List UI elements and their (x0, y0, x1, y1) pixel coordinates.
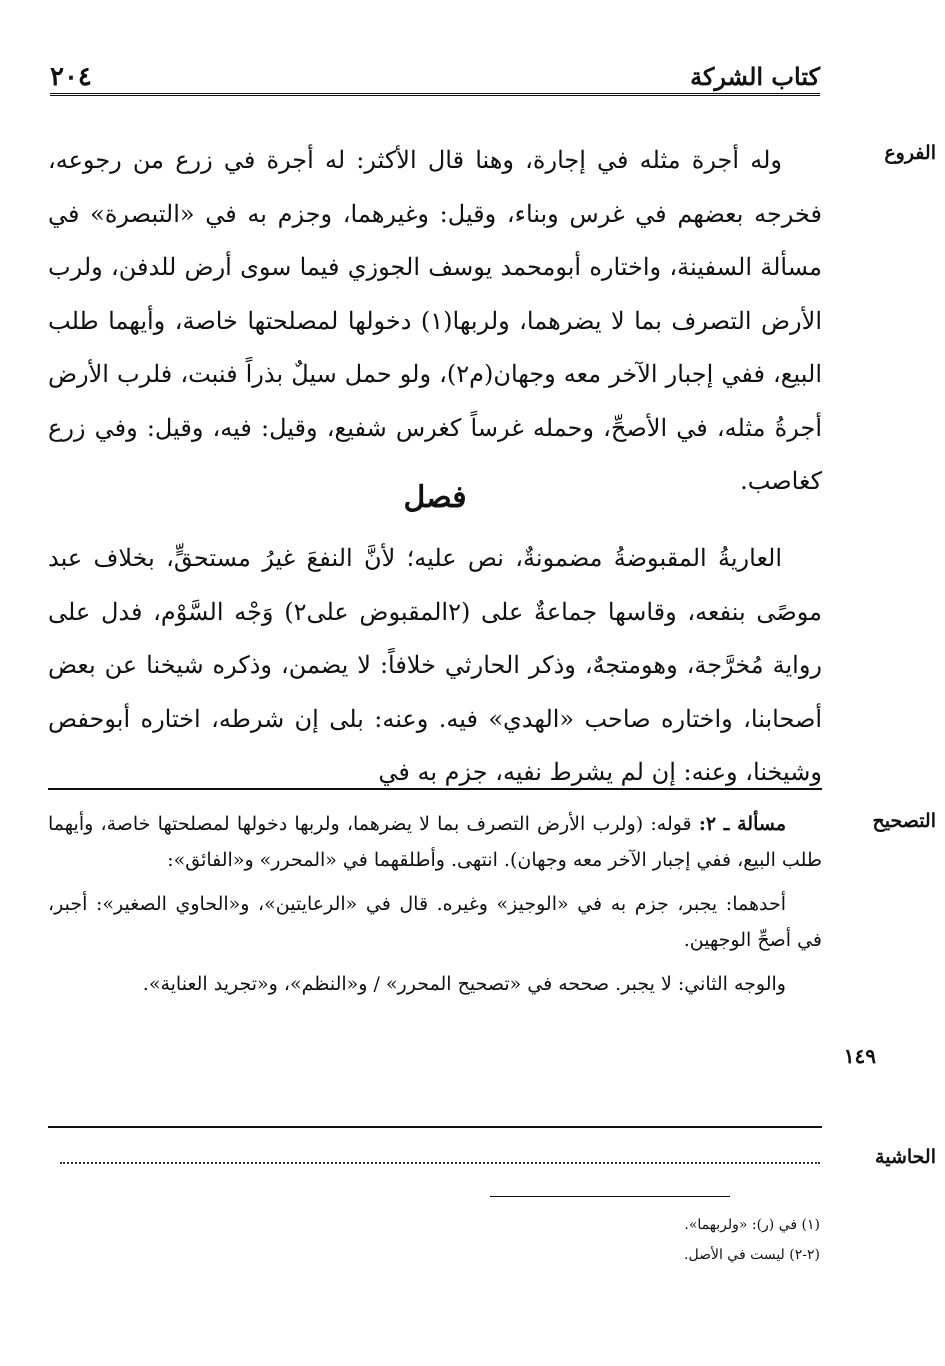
hashiya-dotted-line (60, 1162, 820, 1164)
margin-label-furu: الفروع (884, 142, 936, 164)
tashih-second: والوجه الثاني: لا يجبر. صححه في «تصحيح المحرر» / و«النظم»، و«تجريد العناية». (142, 973, 786, 995)
margin-label-tashih: التصحيح (872, 810, 936, 832)
tashih-text (48, 806, 822, 1010)
footnote-rule (490, 1196, 730, 1197)
folio-number: ١٤٩ (843, 1044, 876, 1068)
paragraph-1: وله أجرة مثله في إجارة، وهنا قال الأكثر: له أجرة في زرع من رجوعه، فخرجه بعضهم في غرس وبناء، وقيل: وغيرهما، وجزم به في «التبصرة» في مسألة السفينة، واختاره أبومحمد يوسف الجوزي فيما سوى أرض للدفن، ولرب الأرض التصرف بما لا يضرهما، ولربها(١) دخولها لمصلحتها خاصة، وأيهما طلب البيع، ففي إجبار الآخر معه وجهان(م٢)، ولو حمل سيلٌ بذراً فنبت، فلرب الأرض أجرةُ مثله، في الأصحِّ، وحمله غرساً كغرس شفيع، وقيل: فيه، وقيل: وفي زرع كغاصب. (48, 146, 823, 495)
masala-text: قوله: (ولرب الأرض التصرف بما لا يضرهما، ولربها دخولها لمصلحتها خاصة، وأيهما طلب البيع، ففي إجبار الآخر معه وجهان). انتهى. وأطلقهما في «المحرر» و«الفائق»: (48, 813, 822, 871)
running-title: كتاب الشركة (690, 62, 820, 91)
footnote-2: (٢-٢) ليست في الأصل. (684, 1247, 820, 1263)
tashih-first: أحدهما: يجبر، جزم به في «الوجيز» وغيره. قال في «الرعايتين»، و«الحاوي الصغير»: أجبر، في أصحِّ الوجهين. (48, 893, 822, 951)
main-text-furu (48, 134, 822, 509)
tashih-masala (48, 806, 822, 878)
hashiya-divider (48, 1126, 822, 1128)
section-heading: فصل (403, 480, 467, 515)
footnotes (480, 1210, 820, 1270)
paragraph-2: العاريةُ المقبوضةُ مضمونةٌ، نص عليه؛ لأنَّ النفعَ غيرُ مستحقٍّ، بخلاف عبد موصًى بنفعه، وقاسها جماعةٌ على (٢المقبوض على٢) وَجْه السَّوْم، فدل على رواية مُخرَّجة، وهومتجهٌ، وذكر الحارثي خلافاً: لا يضمن، وذكره شيخنا عن بعض أصحابنا، واختاره صاحب «الهدي» فيه. وعنه: بلى إن شرطه، اختاره أبوحفص وشيخنا، وعنه: إن لم يشرط نفيه، جزم به في (48, 544, 823, 786)
section-divider (48, 788, 822, 790)
main-text-fasl (48, 532, 822, 800)
page-number: ٢٠٤ (50, 62, 92, 92)
footnote-1: (١) في (ر): «ولربهما». (684, 1217, 820, 1233)
page-header (50, 56, 820, 96)
margin-label-hashiya: الحاشية (875, 1146, 936, 1168)
header-rule (50, 93, 820, 96)
masala-label: مسألة ـ ٢: (698, 813, 787, 835)
